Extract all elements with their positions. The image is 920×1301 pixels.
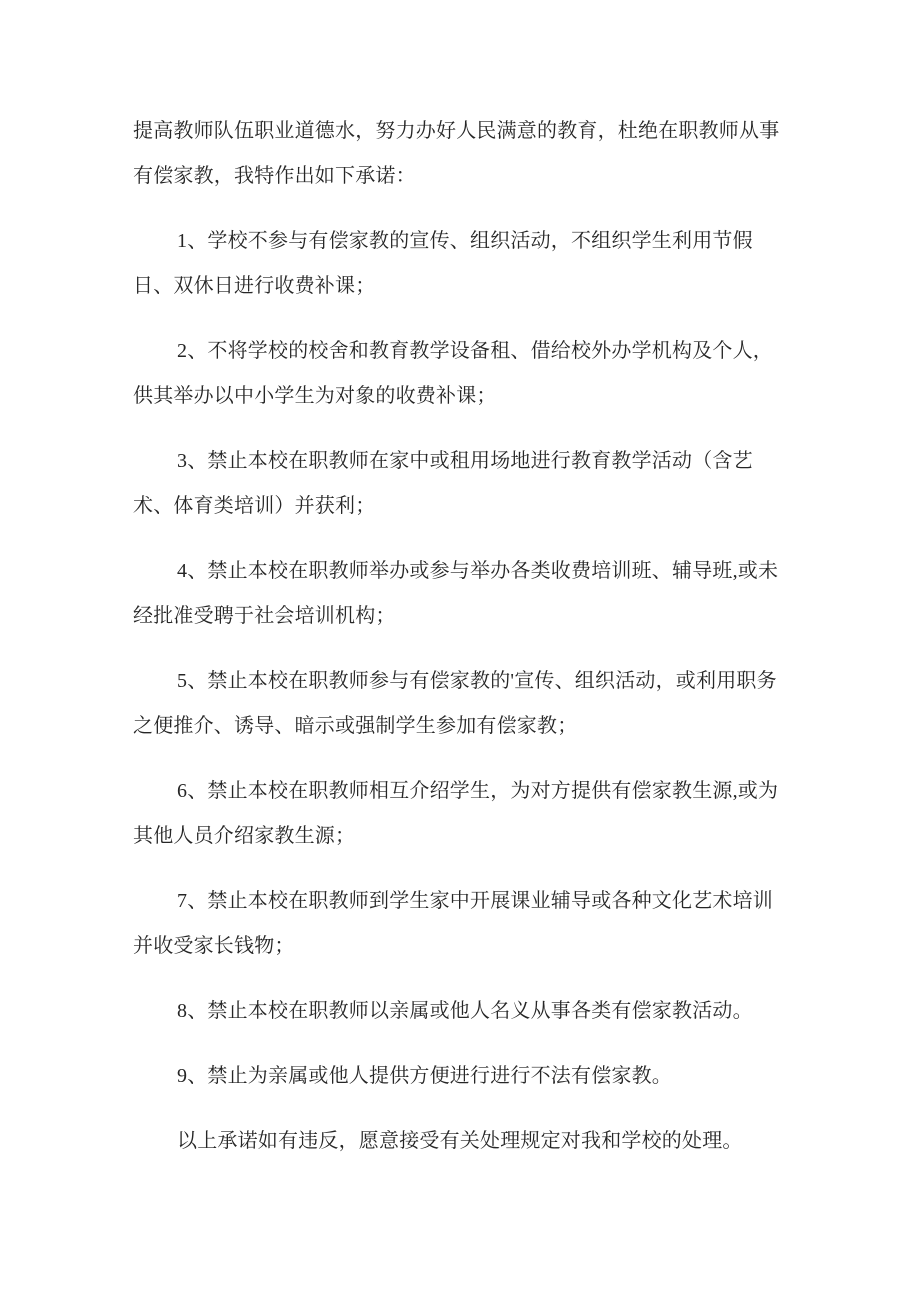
paragraph-item-4 <box>133 549 810 639</box>
paragraph-item-9 <box>133 1054 810 1099</box>
text-line: 术、体育类培训）并获利； <box>133 495 376 517</box>
text-line: 7、禁止本校在职教师到学生家中开展课业辅导或各种文化艺术培训 <box>177 890 773 912</box>
paragraph-item-2 <box>133 329 810 419</box>
paragraph-item-7 <box>133 879 810 969</box>
paragraph-item-8 <box>133 989 810 1034</box>
text-line: 9、禁止为亲属或他人提供方便进行进行不法有偿家教。 <box>177 1065 672 1087</box>
text-line: 供其举办以中小学生为对象的收费补课； <box>133 385 497 407</box>
text-line: 4、禁止本校在职教师举办或参与举办各类收费培训班、辅导班,或未 <box>177 560 779 582</box>
text-line: 以上承诺如有违反，愿意接受有关处理规定对我和学校的处理。 <box>177 1130 743 1152</box>
text-line: 提高教师队伍职业道德水，努力办好人民满意的教育，杜绝在职教师从事 <box>133 120 780 142</box>
paragraph-item-5 <box>133 659 810 749</box>
text-line: 3、禁止本校在职教师在家中或租用场地进行教育教学活动（含艺 <box>177 450 753 472</box>
paragraph-item-6 <box>133 769 810 859</box>
text-line: 之便推介、诱导、暗示或强制学生参加有偿家教； <box>133 715 578 737</box>
paragraph-item-1 <box>133 219 810 309</box>
text-line: 6、禁止本校在职教师相互介绍学生，为对方提供有偿家教生源,或为 <box>177 780 779 802</box>
paragraph-item-3 <box>133 439 810 529</box>
text-line: 有偿家教，我特作出如下承诺： <box>133 165 416 187</box>
text-line: 并收受家长钱物； <box>133 935 295 957</box>
paragraph-intro <box>133 109 810 199</box>
text-line: 经批准受聘于社会培训机构； <box>133 605 396 627</box>
paragraph-closing <box>133 1119 810 1164</box>
text-line: 5、禁止本校在职教师参与有偿家教的'宣传、组织活动，或利用职务 <box>177 670 777 692</box>
text-line: 2、不将学校的校舍和教育教学设备租、借给校外办学机构及个人， <box>177 340 773 362</box>
text-line: 1、学校不参与有偿家教的宣传、组织活动，不组织学生利用节假 <box>177 230 753 252</box>
text-line: 其他人员介绍家教生源； <box>133 825 356 847</box>
text-line: 日、双休日进行收费补课； <box>133 275 376 297</box>
text-line: 8、禁止本校在职教师以亲属或他人名义从事各类有偿家教活动。 <box>177 1000 753 1022</box>
